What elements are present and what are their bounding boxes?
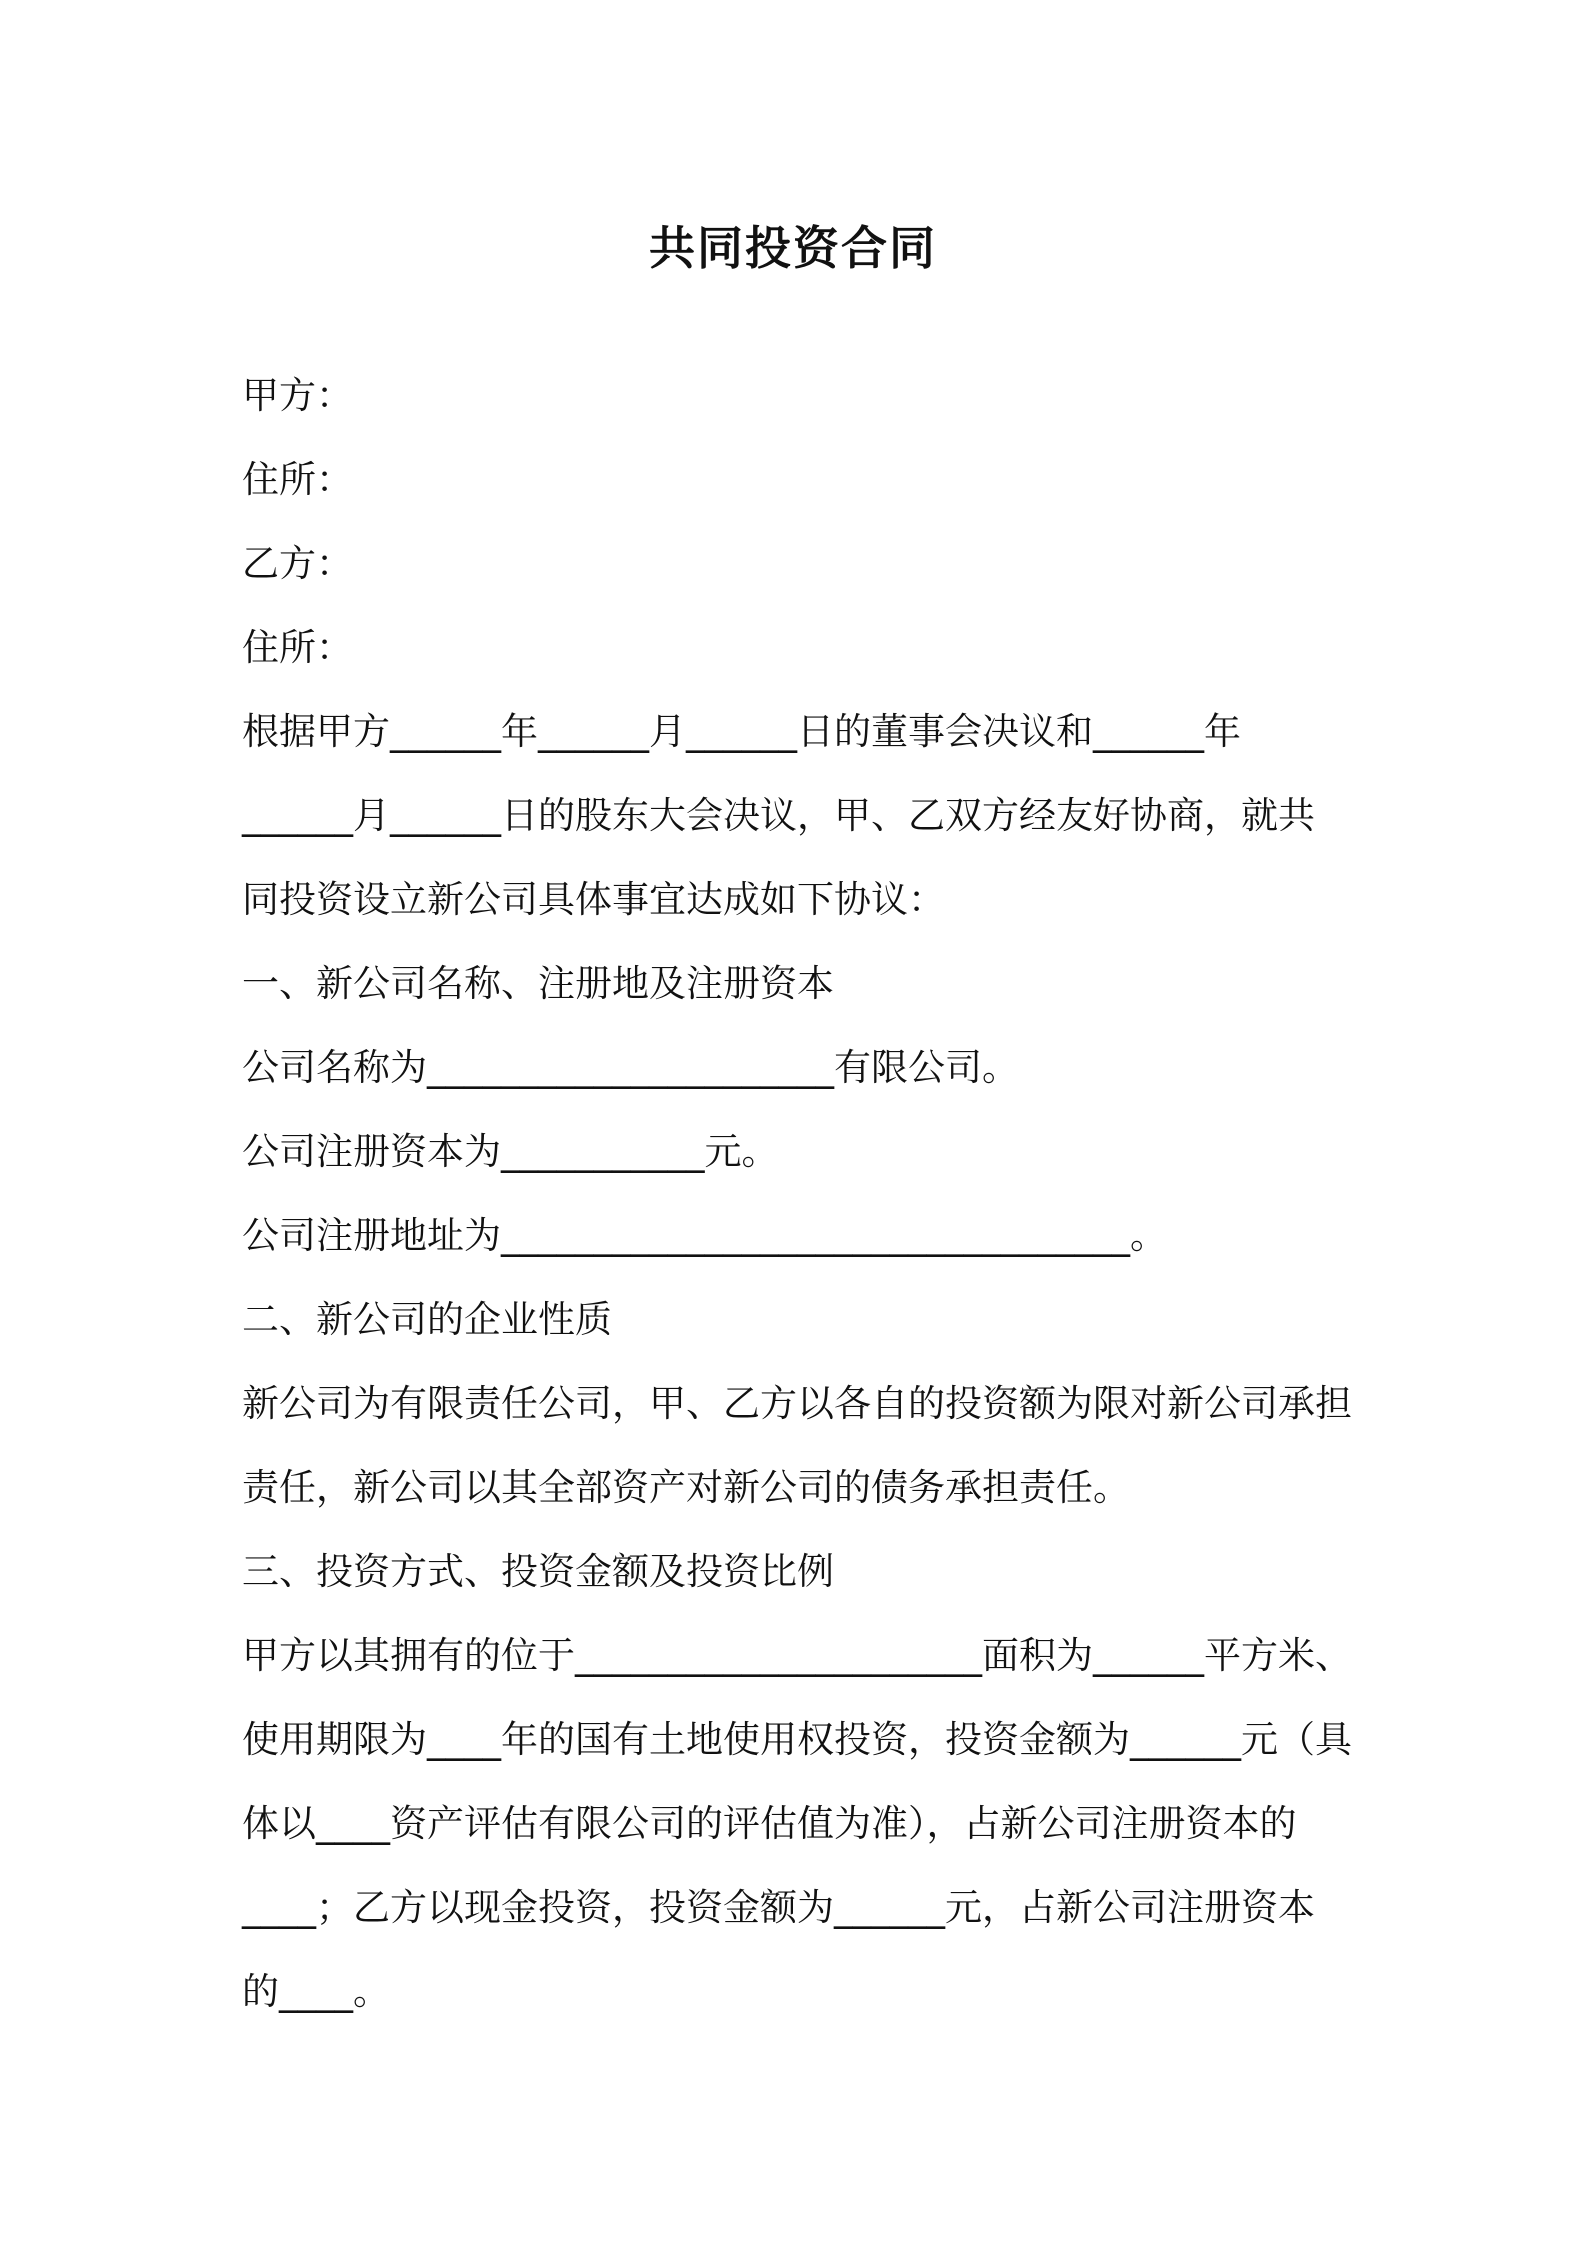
party-a-address-label: 住所：	[242, 458, 353, 501]
preamble-line-2: ______月______日的股东大会决议，甲、乙双方经友好协商，就共	[242, 794, 1315, 837]
nature-paragraph-line-1: 新公司为有限责任公司，甲、乙方以各自的投资额为限对新公司承担	[242, 1382, 1352, 1425]
company-name-line: 公司名称为______________________有限公司。	[242, 1046, 1019, 1089]
investment-paragraph-line-1: 甲方以其拥有的位于______________________面积为______平方米、	[242, 1634, 1352, 1677]
document-body	[242, 366, 1362, 2046]
investment-paragraph-line-5: 的____。	[242, 1970, 390, 2013]
party-a-label: 甲方：	[242, 374, 353, 417]
investment-paragraph-line-4: ____；乙方以现金投资，投资金额为______元，占新公司注册资本	[242, 1886, 1315, 1929]
section-1-heading: 一、新公司名称、注册地及注册资本	[242, 962, 834, 1005]
investment-paragraph-line-3: 体以____资产评估有限公司的评估值为准），占新公司注册资本的	[242, 1802, 1297, 1845]
registered-address-line: 公司注册地址为__________________________________。	[242, 1214, 1167, 1257]
party-b-label: 乙方：	[242, 542, 353, 585]
investment-paragraph-line-2: 使用期限为____年的国有土地使用权投资，投资金额为______元（具	[242, 1718, 1352, 1761]
document-title: 共同投资合同	[649, 221, 937, 275]
section-2-heading: 二、新公司的企业性质	[242, 1298, 612, 1341]
section-3-heading: 三、投资方式、投资金额及投资比例	[242, 1550, 834, 1593]
preamble-line-3: 同投资设立新公司具体事宜达成如下协议：	[242, 878, 945, 921]
registered-capital-line: 公司注册资本为___________元。	[242, 1130, 779, 1173]
party-b-address-label: 住所：	[242, 626, 353, 669]
preamble-line-1: 根据甲方______年______月______日的董事会决议和______年	[242, 710, 1241, 753]
nature-paragraph-line-2: 责任，新公司以其全部资产对新公司的债务承担责任。	[242, 1466, 1130, 1509]
